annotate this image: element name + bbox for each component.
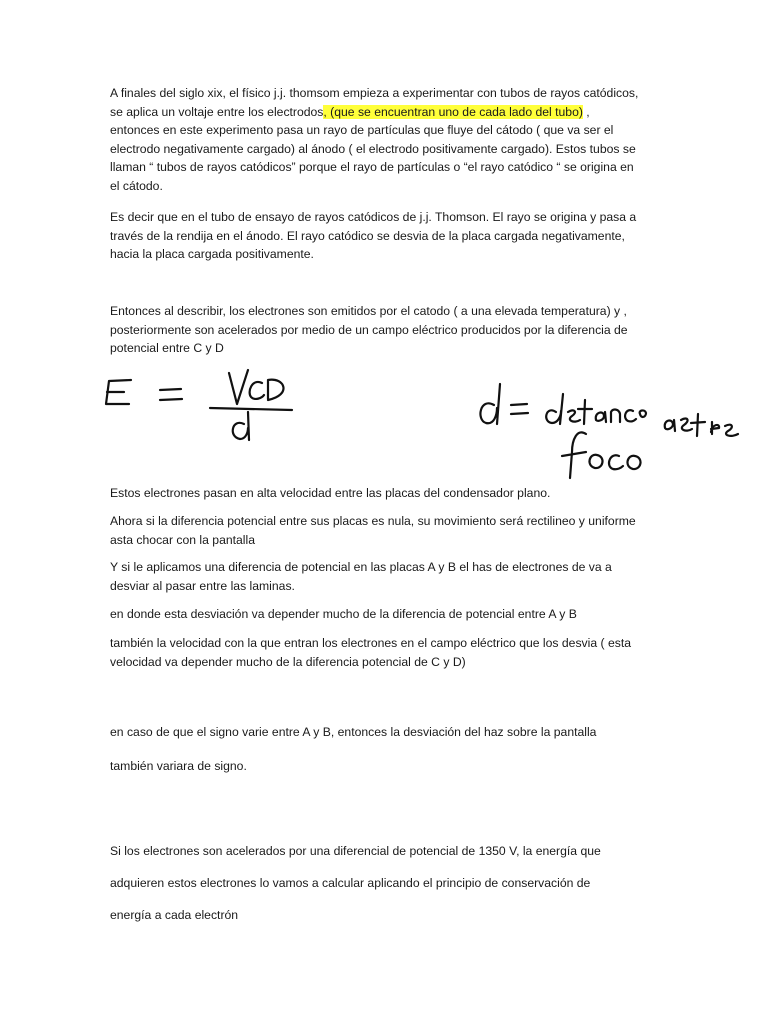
note-letter-d <box>480 384 500 424</box>
paragraph-velocity: también la velocidad con la que entran los electrones en el campo eléctrico que los desvia ( esta velocidad va depender mucho de la diferencia potencial de C y D) <box>110 636 631 669</box>
note-word-distancia-n <box>611 410 620 422</box>
handwritten-distance-note <box>480 384 738 478</box>
paragraph-energy-end: energía a cada electrón <box>110 908 239 922</box>
formula-letter-c <box>250 382 264 399</box>
paragraph-potential-ab: Y si le aplicamos una diferencia de potencial en las placas A y B el has de electrones de va a desviar al pasar entre las laminas. <box>110 560 612 593</box>
note-word-distancia-s <box>568 410 580 421</box>
paragraph-sign-change-end: también variara de signo. <box>110 759 247 773</box>
note-word-foco-o <box>589 455 602 468</box>
note-equals-top <box>511 404 527 405</box>
note-word-entre-a <box>665 420 675 431</box>
paragraph-null-potential: Ahora si la diferencia potencial entre sus placas es nula, su movimiento será rectilineo y uniforme asta chocar con la pantalla <box>110 514 636 547</box>
formula-fraction-bar <box>210 408 292 410</box>
paragraph-cathode-ray: Es decir que en el tubo de ensayo de rayos catódicos de j.j. Thomson. El rayo se origina y pasa a través de la rendija en el ánodo. El rayo catódico se desvia de la placa cargada negativamente, hacia la placa cargada positivamente. <box>110 210 637 262</box>
paragraph-acceleration: Si los electrones son acelerados por una diferencial de potencial de 1350 V, la energía que <box>110 844 601 858</box>
note-word-entre-s2 <box>725 425 738 436</box>
paragraph-energy-calc: adquieren estos electrones lo vamos a calcular aplicando el principio de conservación de <box>110 876 591 890</box>
formula-equals-top <box>160 389 181 390</box>
intro-text-end: , entonces en este experimento pasa un rayo de partículas que fluye del cátodo ( que va ser el electrodo negativamente cargado) al ánodo ( el electrodo positivamente cargado). Estos tubos se llaman “ tubos de rayos catódicos” porque el rayo de partículas o “el rayo catódico “ se origina en el cátodo. <box>110 104 636 193</box>
paragraph-condenser: Estos electrones pasan en alta velocidad entre las placas del condensador plano. <box>110 486 551 500</box>
formula-letter-v <box>229 370 248 404</box>
note-word-foco-c <box>609 455 623 469</box>
highlighted-phrase: , (que se encuentran uno de cada lado del tubo) <box>323 104 583 119</box>
note-word-distancia-d <box>546 394 563 424</box>
formula-letter-d <box>233 412 249 440</box>
formula-equals-bottom <box>160 399 182 400</box>
note-word-foco-o2 <box>627 456 640 469</box>
paragraph-electron-emission: Entonces al describir, los electrones son emitidos por el catodo ( a una elevada temperatura) y , posteriormente son acelerados por medio de un campo eléctrico producidos por la diferencia de potencial entre C y D <box>110 304 628 356</box>
note-word-entre-e <box>711 422 719 434</box>
formula-letter-d-sub <box>268 380 283 400</box>
note-word-distancia-c <box>625 410 636 421</box>
paragraph-sign-change: en caso de que el signo varie entre A y B, entonces la desviación del haz sobre la pantalla <box>110 725 597 739</box>
note-word-entre-s <box>681 419 692 431</box>
note-word-distancia-o <box>640 410 646 417</box>
note-word-entre-t <box>691 414 705 436</box>
paragraph-deviation: en donde esta desviación va depender mucho de la diferencia de potencial entre A y B <box>110 607 577 621</box>
intro-text-start: A finales del siglo xix, el físico j.j. thomsom empieza a experimentar con tubos de rayos catódicos, se aplica un voltaje entre los electrodos <box>110 86 639 119</box>
handwritten-formula <box>106 370 292 440</box>
note-word-distancia-a <box>596 412 606 422</box>
note-equals-bottom <box>511 413 528 414</box>
note-word-foco-f <box>562 432 586 478</box>
